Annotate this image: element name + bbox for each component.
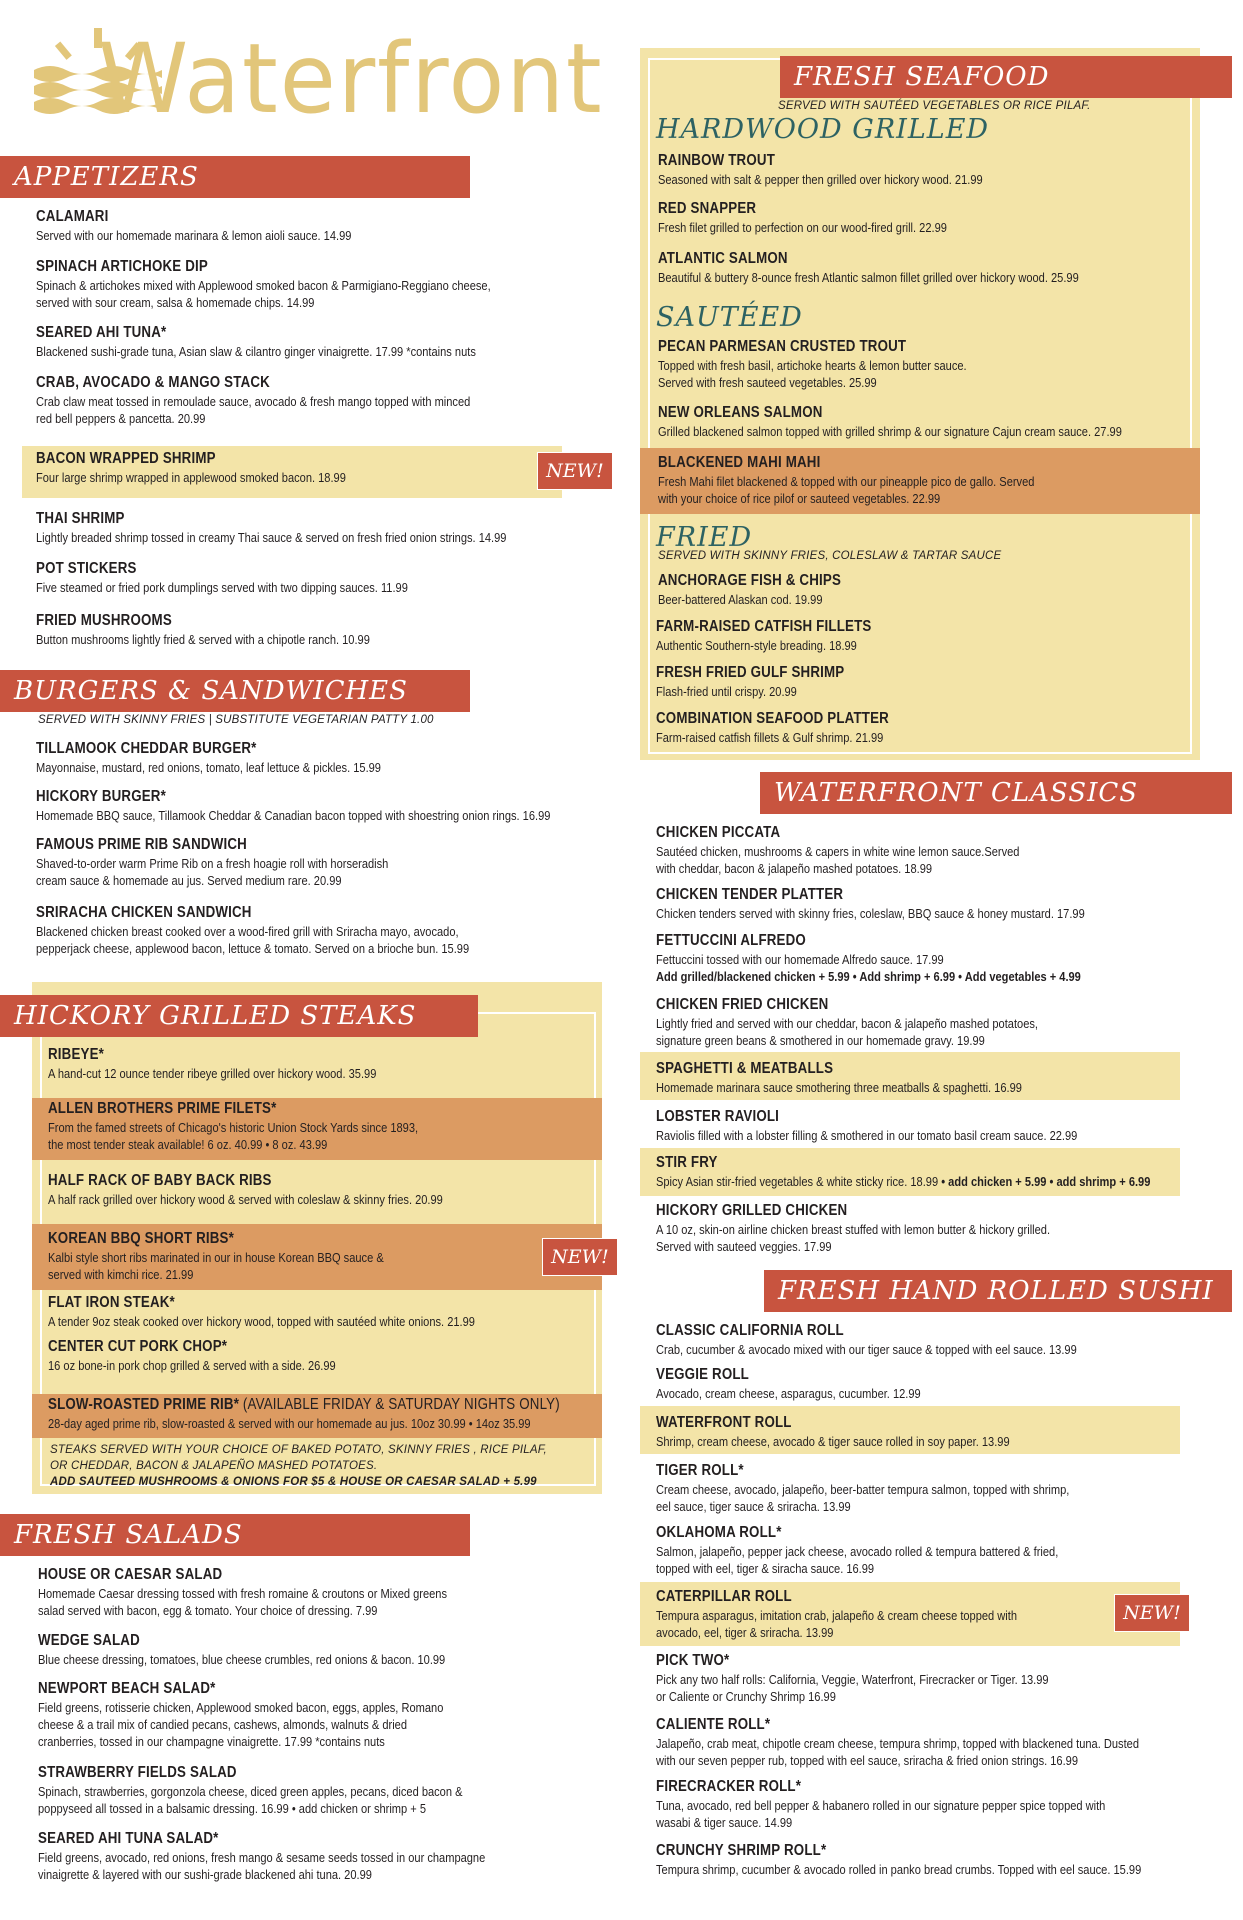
steaks-note: STEAKS SERVED WITH YOUR CHOICE OF BAKED POTATO, SKINNY FRIES , RICE PILAF, xyxy=(50,1444,547,1456)
menu-item: CRUNCHY SHRIMP ROLL* Tempura shrimp, cucumber & avocado rolled in panko bread crumbs. Topped with eel sauce. 15.99 xyxy=(656,1842,1142,1877)
menu-item: HOUSE OR CAESAR SALAD Homemade Caesar dressing tossed with fresh romaine & croutons or Mixed greens salad served with bacon, egg & tomato. Your choice of dressing. 7.99 xyxy=(38,1566,448,1618)
salads-banner xyxy=(0,1514,470,1556)
steaks-note: OR CHEDDAR, BACON & JALAPEÑO MASHED POTATOES. xyxy=(50,1460,378,1472)
sushi-title: FRESH HAND ROLLED SUSHI xyxy=(778,1276,1214,1306)
logo xyxy=(34,23,604,135)
menu-item: ATLANTIC SALMON Beautiful & buttery 8-ounce fresh Atlantic salmon fillet grilled over hickory wood. 25.99 xyxy=(658,250,1079,285)
menu-item: TIGER ROLL* Cream cheese, avocado, jalapeño, beer-batter tempura salmon, topped with shrimp, eel sauce, tiger sauce & sriracha. 13.99 xyxy=(656,1462,1070,1514)
steaks-title: HICKORY GRILLED STEAKS xyxy=(14,1001,417,1031)
menu-item: RAINBOW TROUT Seasoned with salt & pepper then grilled over hickory wood. 21.99 xyxy=(658,152,983,187)
menu-item: VEGGIE ROLL Avocado, cream cheese, asparagus, cucumber. 12.99 xyxy=(656,1366,921,1401)
sushi-banner xyxy=(764,1270,1232,1312)
menu-item: FIRECRACKER ROLL* Tuna, avocado, red bell pepper & habanero rolled in our signature pepper spice topped with wasabi & tiger sauce. 14.99 xyxy=(656,1778,1106,1830)
menu-item: PECAN PARMESAN CRUSTED TROUT Topped with fresh basil, artichoke hearts & lemon butter sauce. Served with fresh sauteed vegetables. 25.99 xyxy=(658,338,967,390)
menu-item: ANCHORAGE FISH & CHIPS Beer-battered Alaskan cod. 19.99 xyxy=(658,572,842,607)
grilled-subhead: HARDWOOD GRILLED xyxy=(656,114,990,145)
fried-subhead: FRIED xyxy=(656,522,753,553)
menu-item: BACON WRAPPED SHRIMP Four large shrimp wrapped in applewood smoked bacon. 18.99 xyxy=(36,450,346,485)
menu-item: COMBINATION SEAFOOD PLATTER Farm-raised catfish fillets & Gulf shrimp. 21.99 xyxy=(656,710,889,745)
menu-item: SRIRACHA CHICKEN SANDWICH Blackened chicken breast cooked over a wood-fired grill with Sriracha mayo, avocado, pepperjack cheese, applewood bacon, lettuce & tomato. Served on a brioche bun. 15.99 xyxy=(36,904,470,956)
fried-note: SERVED WITH SKINNY FRIES, COLESLAW & TARTAR SAUCE xyxy=(658,550,1002,562)
menu-item: PICK TWO* Pick any two half rolls: California, Veggie, Waterfront, Firecracker or Tiger. 13.99 or Caliente or Crunchy Shrimp 16.99 xyxy=(656,1652,1049,1704)
menu-item: LOBSTER RAVIOLI Raviolis filled with a lobster filling & smothered in our tomato basil cream sauce. 22.99 xyxy=(656,1108,1078,1143)
menu-item: CHICKEN FRIED CHICKEN Lightly fried and served with our cheddar, bacon & jalapeño mashed potatoes, signature green beans & smothered in our homemade gravy. 19.99 xyxy=(656,996,1038,1048)
menu-item: CLASSIC CALIFORNIA ROLL Crab, cucumber & avocado mixed with our tiger sauce & topped with eel sauce. 13.99 xyxy=(656,1322,1077,1357)
menu-item: WATERFRONT ROLL Shrimp, cream cheese, avocado & tiger sauce rolled in soy paper. 13.99 xyxy=(656,1414,1010,1449)
menu-item: FLAT IRON STEAK* A tender 9oz steak cooked over hickory wood, topped with sautéed white onions. 21.99 xyxy=(48,1294,475,1329)
brand-name: Waterfront xyxy=(98,23,604,135)
burgers-note: SERVED WITH SKINNY FRIES | SUBSTITUTE VEGETARIAN PATTY 1.00 xyxy=(38,714,434,726)
menu-item: SPAGHETTI & MEATBALLS Homemade marinara sauce smothering three meatballs & spaghetti. 16.99 xyxy=(656,1060,1022,1095)
seafood-note: SERVED WITH SAUTÉED VEGETABLES OR RICE PILAF. xyxy=(778,100,1091,112)
menu-item: OKLAHOMA ROLL* Salmon, jalapeño, pepper jack cheese, avocado rolled & tempura battered & fried, topped with eel, tiger & siracha sauce. 16.99 xyxy=(656,1524,1059,1576)
menu-item: RIBEYE* A hand-cut 12 ounce tender ribeye grilled over hickory wood. 35.99 xyxy=(48,1046,377,1081)
menu-item: CRAB, AVOCADO & MANGO STACK Crab claw meat tossed in remoulade sauce, avocado & fresh mango topped with minced red bell peppers & pancetta. 20.99 xyxy=(36,374,471,426)
menu-item: FETTUCCINI ALFREDO Fettuccini tossed with our homemade Alfredo sauce. 17.99 Add grilled/blackened chicken + 5.99 • Add shrimp + 6.99 • Add vegetables + 4.99 xyxy=(656,932,1081,984)
new-badge: NEW! xyxy=(537,452,613,490)
menu-item: POT STICKERS Five steamed or fried pork dumplings served with two dipping sauces. 11.99 xyxy=(36,560,408,595)
menu-item: CENTER CUT PORK CHOP* 16 oz bone-in pork chop grilled & served with a side. 26.99 xyxy=(48,1338,336,1373)
burgers-banner xyxy=(0,670,470,712)
menu-item: HICKORY GRILLED CHICKEN A 10 oz, skin-on airline chicken breast stuffed with lemon butter & hickory grilled. Served with sauteed veggies. 17.99 xyxy=(656,1202,1051,1254)
menu-item: STIR FRY Spicy Asian stir-fried vegetables & white sticky rice. 18.99 • add chicken + 5.99 • add shrimp + 6.99 xyxy=(656,1154,1151,1189)
menu-item: KOREAN BBQ SHORT RIBS* Kalbi style short ribs marinated in our in house Korean BBQ sauce & served with kimchi rice. 21.99 xyxy=(48,1230,384,1282)
menu-item: CALIENTE ROLL* Jalapeño, crab meat, chipotle cream cheese, tempura shrimp, topped with blackened tuna. Dusted with our seven pepper rub, topped with eel sauce, sriracha & fried onion strings. 16.99 xyxy=(656,1716,1139,1768)
menu-item: HICKORY BURGER* Homemade BBQ sauce, Tillamook Cheddar & Canadian bacon topped with shoestring onion rings. 16.99 xyxy=(36,788,551,823)
menu-item: CATERPILLAR ROLL Tempura asparagus, imitation crab, jalapeño & cream cheese topped with avocado, eel, tiger & sriracha. 13.99 xyxy=(656,1588,1018,1640)
new-badge: NEW! xyxy=(1114,1594,1190,1632)
menu-item: RED SNAPPER Fresh filet grilled to perfection on our wood-fired grill. 22.99 xyxy=(658,200,947,235)
burgers-title: BURGERS & SANDWICHES xyxy=(14,676,408,706)
menu-item: SEARED AHI TUNA* Blackened sushi-grade tuna, Asian slaw & cilantro ginger vinaigrette. 17.99 *contains nuts xyxy=(36,324,476,359)
steaks-banner xyxy=(0,995,478,1037)
menu-item: WEDGE SALAD Blue cheese dressing, tomatoes, blue cheese crumbles, red onions & bacon. 10.99 xyxy=(38,1632,446,1667)
menu-item: SLOW-ROASTED PRIME RIB* (AVAILABLE FRIDAY & SATURDAY NIGHTS ONLY) 28-day aged prime rib, slow-roasted & served with our homemade au jus. 10oz 30.99 • 14oz 35.99 xyxy=(48,1396,560,1431)
appetizers-banner xyxy=(0,156,470,198)
menu-item: FARM-RAISED CATFISH FILLETS Authentic Southern-style breading. 18.99 xyxy=(656,618,872,653)
menu-item: SPINACH ARTICHOKE DIP Spinach & artichokes mixed with Applewood smoked bacon & Parmigiano-Reggiano cheese, served with sour cream, salsa & homemade chips. 14.99 xyxy=(36,258,491,310)
steaks-addon: ADD SAUTEED MUSHROOMS & ONIONS FOR $5 & HOUSE OR CAESAR SALAD + 5.99 xyxy=(50,1476,537,1488)
appetizers-title: APPETIZERS xyxy=(14,162,199,192)
new-badge: NEW! xyxy=(542,1238,618,1276)
sauteed-subhead: SAUTÉED xyxy=(656,302,803,333)
menu-item: BLACKENED MAHI MAHI Fresh Mahi filet blackened & topped with our pineapple pico de gallo. Served with your choice of rice pilof or sauteed vegetables. 22.99 xyxy=(658,454,1035,506)
menu-item: SEARED AHI TUNA SALAD* Field greens, avocado, red onions, fresh mango & sesame seeds tossed in our champagne vinaigrette & layered with our sushi-grade blackened ahi tuna. 20.99 xyxy=(38,1830,486,1882)
menu-item: FRESH FRIED GULF SHRIMP Flash-fried until crispy. 20.99 xyxy=(656,664,845,699)
menu-item: NEW ORLEANS SALMON Grilled blackened salmon topped with grilled shrimp & our signature Cajun cream sauce. 27.99 xyxy=(658,404,1122,439)
classics-title: WATERFRONT CLASSICS xyxy=(774,778,1139,808)
menu-item: ALLEN BROTHERS PRIME FILETS* From the famed streets of Chicago's historic Union Stock Yards since 1893, the most tender steak available! 6 oz. 40.99 • 8 oz. 43.99 xyxy=(48,1100,419,1152)
menu-item: TILLAMOOK CHEDDAR BURGER* Mayonnaise, mustard, red onions, tomato, leaf lettuce & pickles. 15.99 xyxy=(36,740,381,775)
menu-item: CHICKEN TENDER PLATTER Chicken tenders served with skinny fries, coleslaw, BBQ sauce & honey mustard. 17.99 xyxy=(656,886,1085,921)
seafood-banner xyxy=(780,56,1232,98)
menu-item: FAMOUS PRIME RIB SANDWICH Shaved-to-order warm Prime Rib on a fresh hoagie roll with horseradish cream sauce & homemade au jus. Served medium rare. 20.99 xyxy=(36,836,389,888)
menu-item: HALF RACK OF BABY BACK RIBS A half rack grilled over hickory wood & served with coleslaw & skinny fries. 20.99 xyxy=(48,1172,443,1207)
classics-banner xyxy=(760,772,1232,814)
salads-title: FRESH SALADS xyxy=(14,1520,243,1550)
menu-item: CHICKEN PICCATA Sautéed chicken, mushrooms & capers in white wine lemon sauce.Served with cheddar, bacon & jalapeño mashed potatoes. 18.99 xyxy=(656,824,1020,876)
menu-item: NEWPORT BEACH SALAD* Field greens, rotisserie chicken, Applewood smoked bacon, eggs, apples, Romano cheese & a trail mix of candied pecans, cashews, almonds, walnuts & dried cranberries, tossed in our champagne vinaigrette. 17.99 *contains nuts xyxy=(38,1680,444,1749)
menu-item: THAI SHRIMP Lightly breaded shrimp tossed in creamy Thai sauce & served on fresh fried onion strings. 14.99 xyxy=(36,510,507,545)
menu-item: CALAMARI Served with our homemade marinara & lemon aioli sauce. 14.99 xyxy=(36,208,352,243)
seafood-title: FRESH SEAFOOD xyxy=(794,62,1050,92)
menu-item: FRIED MUSHROOMS Button mushrooms lightly fried & served with a chipotle ranch. 10.99 xyxy=(36,612,370,647)
menu-item: STRAWBERRY FIELDS SALAD Spinach, strawberries, gorgonzola cheese, diced green apples, pecans, diced bacon & poppyseed all tossed in a balsamic dressing. 16.99 • add chicken or shrimp + 5 xyxy=(38,1764,463,1816)
